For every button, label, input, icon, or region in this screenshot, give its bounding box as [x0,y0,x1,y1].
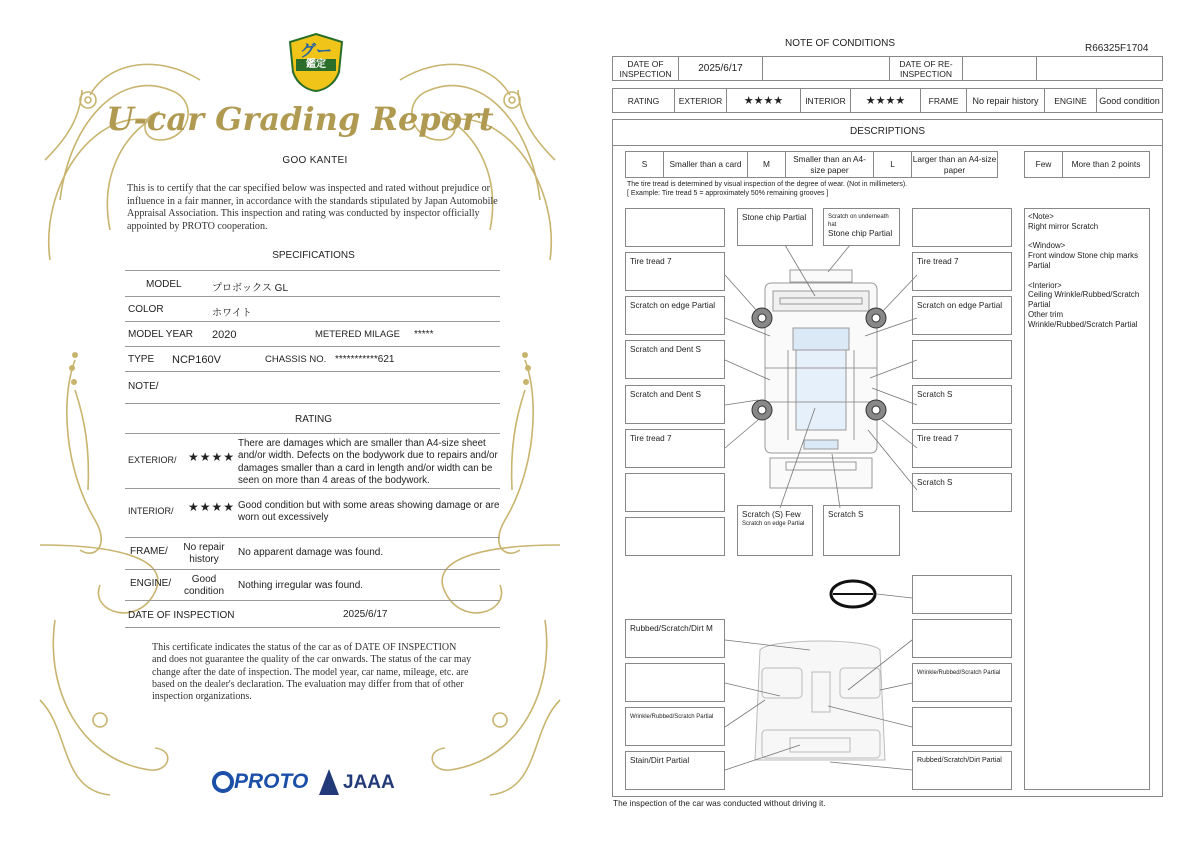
divider [125,627,500,628]
divider [125,488,500,489]
inspection-disclaimer: The inspection of the car was conducted without driving it. [613,798,826,808]
exterior-label: EXTERIOR [675,89,727,113]
inspection-dates-table [612,56,1163,81]
certificate-disclaimer: This certificate indicates the status of the car as of DATE OF INSPECTION and does not guarantee the quality of the car onwards. The status of the car may change after the date of inspection. The model year, car name, mileage, etc. are based on the dealer's declaration. The evaluation may differ from that of other inspection organizations. [152,642,472,703]
scale-few-text: More than 2 points [1063,152,1150,178]
note-sub-label: Scratch on edge Partial [742,521,805,527]
specifications-heading: SPECIFICATIONS [272,250,355,261]
frame-description: No apparent damage was found. [238,547,384,558]
rating-table [612,88,1163,113]
certification-statement: This is to certify that the car specified below was inspected and rated without prejudice or influence in a fair manner, in accordance with the standards stipulated by Japan Automobile Appraisal Association. This inspection and rating was conducted by inspector officially appointed by PROTO cooperation. [127,183,498,232]
engine-value: Good condition [183,574,225,597]
interior-stars: ★★★★ [851,89,921,113]
note-box: Wrinkle/Rubbed/Scratch Partial [912,663,1012,702]
blank-cell [1037,57,1163,81]
note-box: Scratch and Dent S [625,340,725,379]
note-box: Tire tread 7 [912,252,1012,291]
divider [125,270,500,271]
sheet-title: NOTE OF CONDITIONS [785,38,895,49]
divider [125,296,500,297]
rating-label: RATING [613,89,675,113]
note-box [912,340,1012,379]
note-sub-label: Scratch on underneath hat [828,214,889,228]
mileage-value: ***** [414,329,434,340]
note-heading: <Note> [1028,212,1054,221]
note-label: Scratch (S) Few [742,510,801,519]
note-box: Scratch S [912,473,1012,512]
note-box-underneath [823,208,900,246]
report-title: U-car Grading Report [106,100,494,138]
type-label: TYPE [128,354,155,365]
note-box: Rubbed/Scratch/Dirt M [625,619,725,658]
interior-entry: Other trim Wrinkle/Rubbed/Scratch Partial [1028,309,1138,329]
scale-few: Few [1025,152,1063,178]
engine-description: Nothing irregular was found. [238,580,364,591]
color-label: COLOR [128,304,164,315]
note-box: Tire tread 7 [912,429,1012,468]
note-box: Tire tread 7 [625,252,725,291]
interior-entry: Ceiling Wrinkle/Rubbed/Scratch Partial [1028,290,1140,310]
side-note-panel [1024,208,1150,790]
date-of-inspection-label: DATE OF INSPECTION [613,57,679,81]
report-number: R66325F1704 [1085,43,1149,54]
chassis-value: ***********621 [335,354,395,365]
window-entry: Front window Stone chip marks Partial [1028,251,1139,270]
color-value: ホワイト [212,308,252,319]
note-label: NOTE/ [128,381,159,392]
scale-l: L [874,152,912,178]
note-box: Scratch S [912,385,1012,424]
descriptions-heading: DESCRIPTIONS [612,119,1163,146]
interior-stars: ★★★★ [188,500,236,514]
scale-s-text: Smaller than a card [664,152,748,178]
tire-note [627,180,907,198]
model-year-value: 2020 [212,329,237,341]
note-box [625,208,725,247]
report-subtitle: GOO KANTEI [282,155,348,166]
divider [125,321,500,322]
engine-label: ENGINE [1045,89,1097,113]
note-box: Scratch on edge Partial [625,296,725,335]
date-of-inspection-value: 2025/6/17 [679,57,763,81]
interior-label: INTERIOR/ [128,506,174,516]
model-value: プロボックス GL [212,283,289,294]
divider [125,371,500,372]
date-value: 2025/6/17 [343,609,388,620]
exterior-stars: ★★★★ [188,450,236,464]
exterior-label: EXTERIOR/ [128,455,177,465]
note-box: Scratch on edge Partial [912,296,1012,335]
window-heading: <Window> [1028,241,1066,251]
model-year-label: MODEL YEAR [128,329,194,340]
scale-l-text: Larger than an A4-size paper [912,152,998,178]
tire-note-line-2: [ Example: Tire tread 5 = approximately 50% remaining grooves ] [627,190,829,197]
proto-logo: PROTO [234,770,309,793]
exterior-description: There are damages which are smaller than A4-size sheet and/or width. Defects on the bodywork due to repairs and/or damages smaller than a card in length and/or width can be seen on more than 4 areas of the bodywork. [238,438,498,486]
note-box [625,663,725,702]
note-box [625,517,725,556]
note-box: Rubbed/Scratch/Dirt Partial [912,751,1012,790]
note-entry: Right mirror Scratch [1028,221,1099,231]
divider [125,346,500,347]
divider [125,433,500,434]
note-box: Wrinkle/Rubbed/Scratch Partial [625,707,725,746]
damage-size-scale [625,151,998,177]
divider [125,537,500,538]
goo-kantei-seal [287,32,345,92]
engine-value: Good condition [1097,89,1163,113]
frame-value: No repair history [183,542,225,565]
note-label: Stone chip Partial [828,229,893,238]
note-box-rear [737,505,813,556]
chassis-label: CHASSIS NO. [265,354,327,365]
interior-description: Good condition but with some areas showing damage or are worn out excessively [238,500,500,524]
note-box [912,707,1012,746]
note-box [912,208,1012,247]
reinspection-value [963,57,1037,81]
model-label: MODEL [146,279,182,290]
jaaa-logo-icon [319,769,339,795]
mileage-label: METERED MILAGE [315,329,400,340]
frame-label: FRAME [921,89,967,113]
note-box [912,619,1012,658]
frame-value: No repair history [967,89,1045,113]
note-box: Stain/Dirt Partial [625,751,725,790]
scale-s: S [626,152,664,178]
interior-label: INTERIOR [801,89,851,113]
proto-logo-icon [212,771,234,793]
note-box [912,575,1012,614]
rating-heading: RATING [294,414,333,425]
tire-note-line-1: The tire tread is determined by visual inspection of the degree of wear. (Not in millimeters). [627,181,908,188]
few-scale [1024,151,1150,178]
interior-heading: <Interior> [1028,280,1062,290]
divider [125,403,500,404]
blank-cell [763,57,890,81]
scale-m-text: Smaller than an A4-size paper [786,152,874,178]
scale-m: M [748,152,786,178]
date-label: DATE OF INSPECTION [128,610,235,621]
seal-text-bottom: 鑑定 [306,59,326,70]
seal-text-top: グー [299,43,332,60]
note-box: Scratch and Dent S [625,385,725,424]
note-box: Scratch S [823,505,900,556]
note-box: Stone chip Partial [737,208,813,246]
engine-label: ENGINE/ [130,578,172,589]
jaaa-logo: JAAA [343,772,395,793]
note-box: Tire tread 7 [625,429,725,468]
type-value: NCP160V [172,354,221,366]
divider [125,569,500,570]
note-box [625,473,725,512]
reinspection-label: DATE OF RE-INSPECTION [890,57,963,81]
divider [125,600,500,601]
exterior-stars: ★★★★ [727,89,801,113]
note-of-conditions-sheet [600,0,1200,848]
frame-label: FRAME/ [130,546,168,557]
